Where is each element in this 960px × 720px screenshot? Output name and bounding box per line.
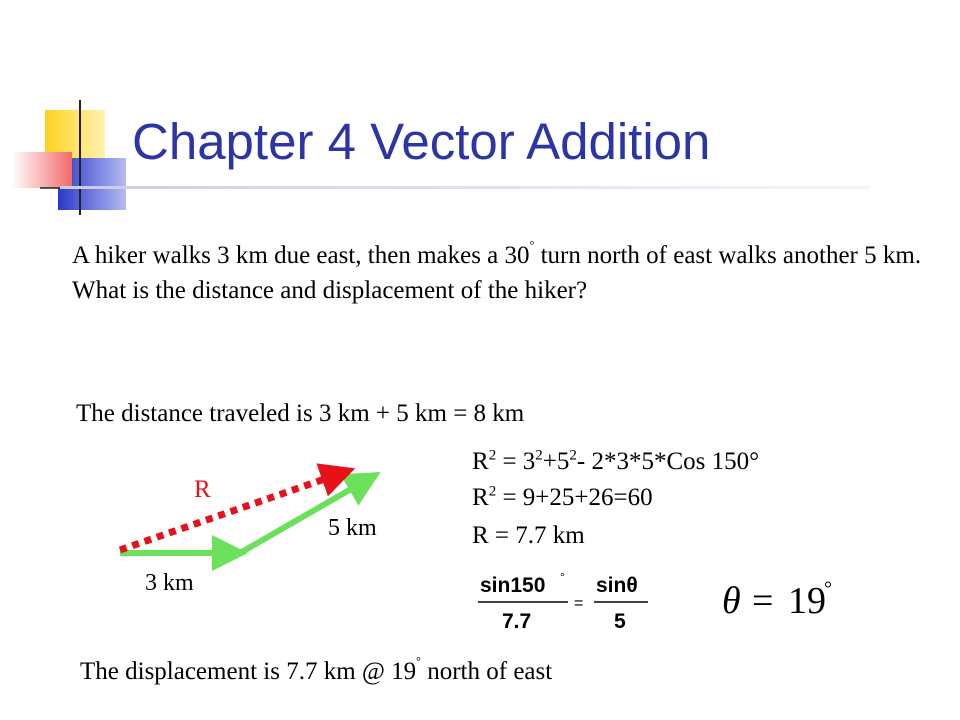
- equation-law-of-cosines: [472, 448, 759, 476]
- eq1-sq: 2: [488, 447, 497, 464]
- distance-statement: The distance traveled is 3 km + 5 km = 8 km: [76, 400, 525, 427]
- eq2-r: R: [472, 484, 489, 511]
- equation-result: R = 7.7 km: [472, 522, 585, 549]
- ratio-right-numerator: sinθ: [596, 574, 638, 597]
- eq1-sq3: 2: [569, 447, 577, 464]
- eq1-mid2: +5: [542, 448, 570, 475]
- title-underline: [60, 186, 870, 189]
- eq1-rest: - 2*3*5*Cos 150°: [576, 448, 760, 475]
- vector-diagram: [100, 455, 420, 605]
- eq1-mid1: = 3: [496, 448, 536, 475]
- ratio-right-denominator: 5: [614, 610, 626, 633]
- displacement-text-2: north of east: [420, 658, 553, 685]
- theta-value: 19: [788, 580, 826, 622]
- eq2-sq: 2: [488, 483, 497, 500]
- slide-title: Chapter 4 Vector Addition: [132, 113, 711, 170]
- theta-symbol: θ: [722, 580, 741, 622]
- displacement-statement: [80, 654, 552, 689]
- problem-text-1: A hiker walks 3 km due east, then makes a 30: [72, 242, 530, 269]
- vector-5km-label: 5 km: [328, 515, 377, 541]
- law-of-sines-equation: [472, 565, 672, 640]
- theta-degree: °: [824, 578, 832, 600]
- problem-statement: [72, 238, 932, 308]
- degree-symbol: °: [529, 238, 535, 252]
- ratio-equals: =: [574, 595, 584, 612]
- deco-red-square: [12, 152, 72, 188]
- ratio-left-denominator: 7.7: [502, 610, 532, 633]
- displacement-text-1: The displacement is 7.7 km @ 19: [80, 658, 417, 685]
- resultant-label: R: [194, 476, 211, 503]
- vector-3km-label: 3 km: [145, 570, 194, 596]
- eq1-sq2: 2: [535, 447, 543, 464]
- theta-equals: =: [752, 580, 774, 622]
- ratio-left-degree: °: [560, 570, 565, 584]
- theta-result: [718, 575, 868, 625]
- displacement-degree: °: [416, 654, 421, 668]
- title-decoration: [0, 90, 140, 220]
- eq1-r: R: [472, 448, 489, 475]
- equation-sum: [472, 484, 653, 512]
- ratio-left-numerator: sin150: [480, 574, 546, 597]
- eq2-rest: = 9+25+26=60: [496, 484, 653, 511]
- problem-text-2: turn north of east walks another 5 km. What is the distance and displacement of the hiker?: [72, 242, 922, 304]
